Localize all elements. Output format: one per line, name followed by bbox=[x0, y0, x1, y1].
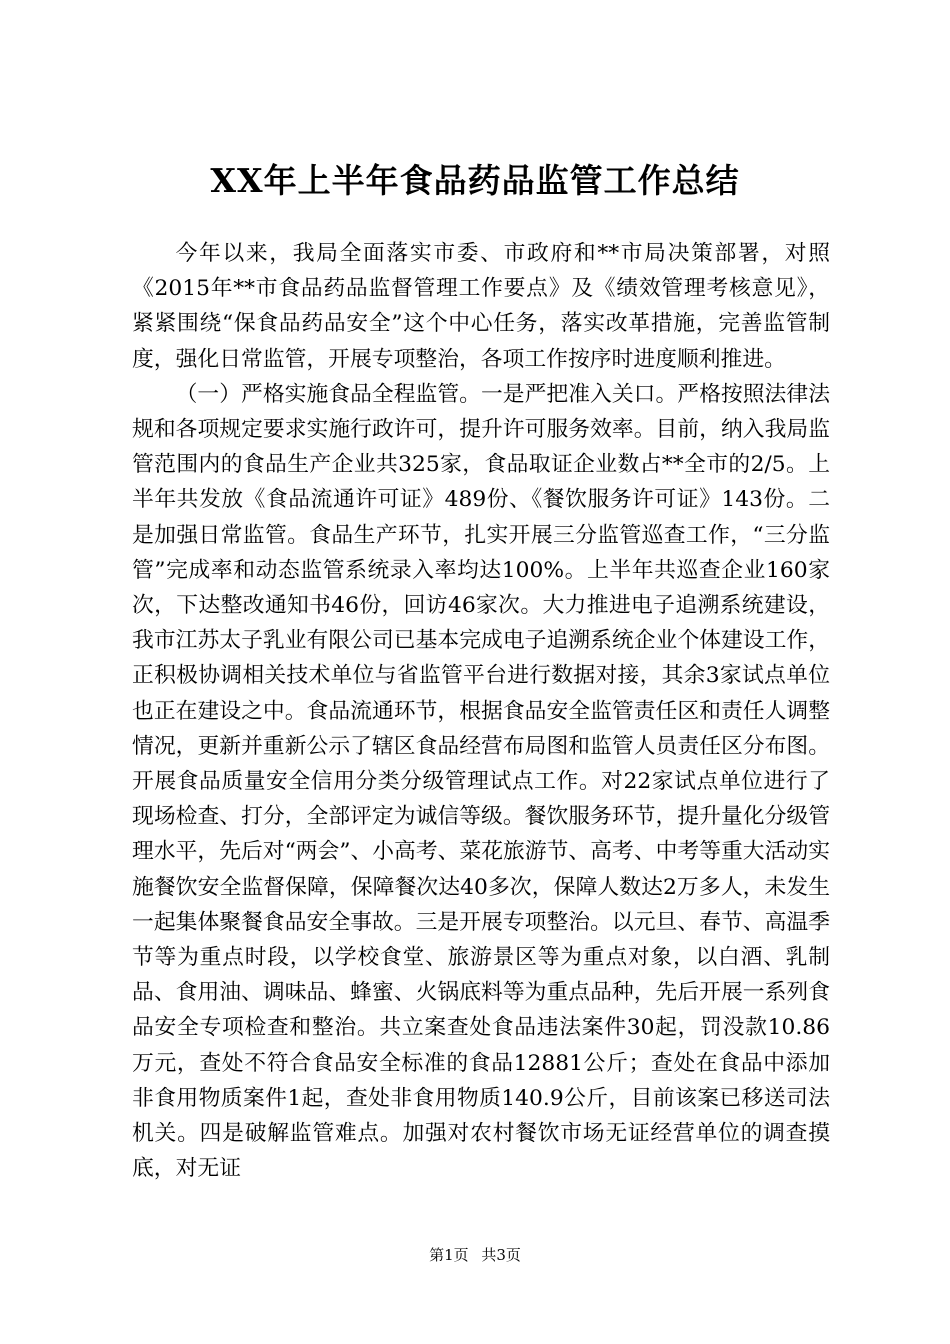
page-total: 共3页 bbox=[481, 1246, 521, 1264]
paragraph-intro: 今年以来，我局全面落实市委、市政府和**市局决策部署，对照《2015年**市食品药品监督管理工作要点》及《绩效管理考核意见》，紧紧围绕“保食品药品安全”这个中心任务，落实改革措施，完善监管制度，强化日常监管，开展专项整治，各项工作按序时进度顺利推进。 bbox=[132, 241, 830, 372]
paragraph-food-supervision: （一）严格实施食品全程监管。一是严把准入关口。严格按照法律法规和各项规定要求实施行政许可，提升许可服务效率。目前，纳入我局监管范围内的食品生产企业共325家，食品取证企业数占**全市的2/5。上半年共发放《食品流通许可证》489份、《餐饮服务许可证》143份。二是加强日常监管。食品生产环节，扎实开展三分监管巡查工作，“三分监管”完成率和动态监管系统录入率均达100%。上半年共巡查企业160家次，下达整改通知书46份，回访46家次。大力推进电子追溯系统建设，我市江苏太子乳业有限公司已基本完成电子追溯系统企业个体建设工作，正积极协调相关技术单位与省监管平台进行数据对接，其余3家试点单位也正在建设之中。食品流通环节，根据食品安全监管责任区和责任人调整情况，更新并重新公示了辖区食品经营布局图和监管人员责任区分布图。开展食品质量安全信用分类分级管理试点工作。对22家试点单位进行了现场检查、打分，全部评定为诚信等级。餐饮服务环节，提升量化分级管理水平，先后对“两会”、小高考、菜花旅游节、高考、中考等重大活动实施餐饮安全监督保障，保障餐次达40多次，保障人数达2万多人，未发生一起集体聚餐食品安全事故。三是开展专项整治。以元旦、春节、高温季节等为重点时段，以学校食堂、旅游景区等为重点对象，以白酒、乳制品、食用油、调味品、蜂蜜、火锅底料等为重点品种，先后开展一系列食品安全专项检查和整治。共立案查处食品违法案件30起，罚没款10.86万元，查处不符合食品安全标准的食品12881公斤；查处在食品中添加非食用物质案件1起，查处非食用物质140.9公斤，目前该案已移送司法机关。四是破解监管难点。加强对农村餐饮市场无证经营单位的调查摸底，对无证 bbox=[132, 381, 830, 1182]
page-footer bbox=[0, 1244, 950, 1266]
document-title: XX年上半年食品药品监管工作总结 bbox=[210, 161, 740, 200]
document-body bbox=[132, 236, 830, 1186]
page-number: 第1页 bbox=[429, 1246, 469, 1264]
